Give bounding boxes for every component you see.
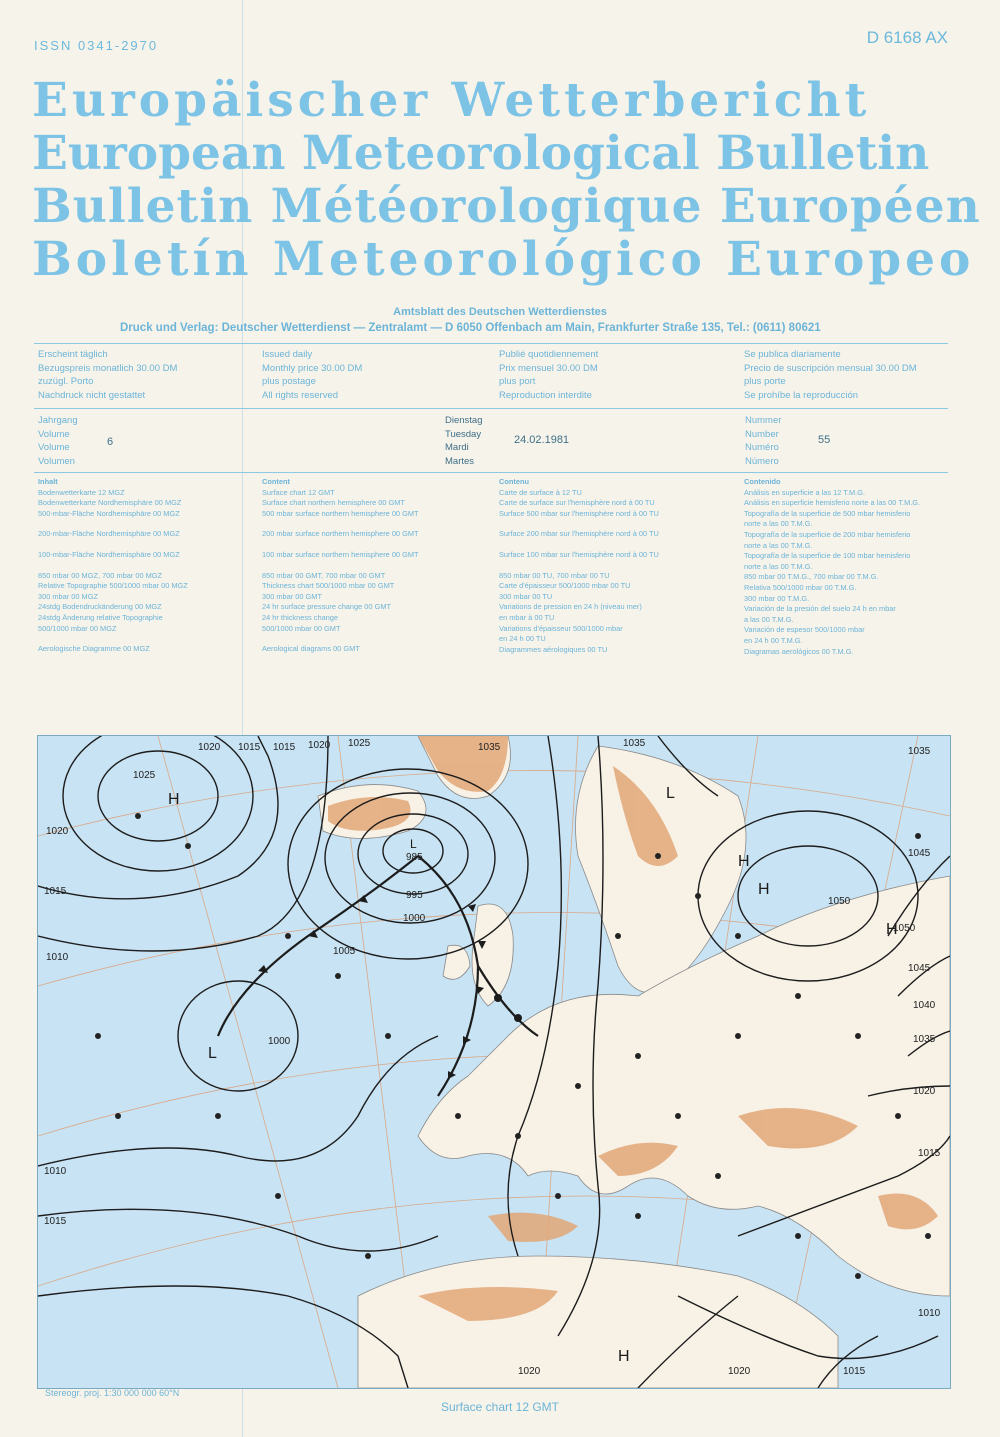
isobar-label: 1020 — [913, 1086, 936, 1097]
isobar-label: 1020 — [728, 1366, 751, 1377]
contents-item: Topografía de la superficie de 200 mbar hemisferio — [744, 529, 911, 539]
contents-item: 850 mbar 00 T.M.G., 700 mbar 00 T.M.G. — [744, 572, 879, 582]
info-line: Nachdruck nicht gestattet — [38, 389, 146, 401]
contents-item: a las 00 T.M.G. — [744, 614, 794, 624]
contents-item: Surface 200 mbar sur l'hemisphère nord à 00 TU — [499, 529, 659, 539]
contents-de — [38, 477, 262, 657]
contents-item: norte a las 00 T.M.G. — [744, 540, 813, 550]
publisher-line: Druck und Verlag: Deutscher Wetterdienst — Zentralamt — D 6050 Offenbach am Main, Frankfurter Straße 135, Tel.: (0611) 80621 — [120, 322, 821, 334]
official-gazette-line: Amtsblatt des Deutschen Wetterdienstes — [393, 306, 607, 318]
info-line: Se publica diariamente — [744, 349, 841, 360]
isobar-label: 995 — [406, 890, 423, 901]
title-german: Europäischer Wetterbericht — [32, 73, 871, 128]
isobar-label: 1050 — [893, 923, 916, 934]
contents-item: 500-mbar-Fläche Nordhemisphäre 00 MGZ — [38, 508, 180, 518]
label: Numéro — [745, 442, 779, 453]
contents-item: Variations de pression en 24 h (niveau mer) — [499, 602, 642, 612]
info-line: plus port — [499, 376, 536, 387]
contents-item: 200 mbar surface northern hemisphere 00 GMT — [262, 529, 419, 539]
document-number: D 6168 AX — [866, 28, 948, 47]
isobar-label: 1050 — [828, 896, 851, 907]
info-line: Precio de suscripción mensual 30.00 DM — [744, 362, 917, 374]
volume-labels — [38, 414, 78, 468]
contents-item: 300 mbar 00 MGZ — [38, 591, 98, 601]
contents-item: 850 mbar 00 MGZ, 700 mbar 00 MGZ — [38, 570, 163, 580]
contents-item: 500/1000 mbar 00 GMT — [262, 623, 341, 633]
map-svg — [38, 736, 950, 1388]
isobar-label: 1010 — [918, 1308, 941, 1319]
subscription-es — [744, 348, 948, 402]
isobar-label: 1040 — [913, 1000, 936, 1011]
contents-item: 200-mbar-Fläche Nordhemisphäre 00 MGZ — [38, 529, 180, 539]
weekday-labels — [445, 414, 483, 468]
divider — [34, 408, 948, 409]
contents-item: Análisis en superficie hemisferio norte a las 00 T.M.G. — [744, 498, 921, 508]
contents-item: Relative Topographie 500/1000 mbar 00 MGZ — [38, 581, 188, 591]
label: Nummer — [745, 415, 782, 426]
contents-item: en mbar à 00 TU — [499, 612, 555, 622]
isobar-label: 1045 — [908, 848, 931, 859]
isobar-label: 1005 — [333, 946, 356, 957]
contents-en — [262, 477, 499, 657]
map-projection: Stereogr. proj. 1:30 000 000 60°N — [45, 1388, 180, 1398]
isobar-label: 1035 — [908, 746, 931, 757]
contents-item: Surface 500 mbar sur l'hemisphère nord à 00 TU — [499, 508, 659, 518]
label: Volume — [38, 442, 70, 453]
contents-item: Thickness chart 500/1000 mbar 00 GMT — [262, 581, 395, 591]
isobar-label: 1015 — [843, 1366, 866, 1377]
subscription-fr — [499, 348, 744, 402]
map-caption: Surface chart 12 GMT — [440, 1400, 560, 1414]
isobar-label: 1015 — [44, 1216, 67, 1227]
high-pressure-centre: H — [738, 853, 750, 870]
contents-item: norte a las 00 T.M.G. — [744, 519, 813, 529]
info-line: plus postage — [262, 376, 316, 387]
contents-item: 24 hr thickness change — [262, 612, 339, 622]
label: Dienstag — [445, 415, 483, 426]
contents-item: 500/1000 mbar 00 MGZ — [38, 623, 117, 633]
info-line: plus porte — [744, 376, 786, 387]
subscription-en — [262, 348, 499, 402]
isobar-label: 1020 — [198, 742, 221, 753]
isobar-label: 1025 — [348, 738, 371, 749]
label: Martes — [445, 455, 475, 467]
contents-item: Aerological diagrams 00 GMT — [262, 644, 360, 654]
contents-item: 850 mbar 00 TU, 700 mbar 00 TU — [499, 570, 610, 580]
label: Volumen — [38, 455, 75, 467]
contents-item: Variations d'épaisseur 500/1000 mbar — [499, 623, 623, 633]
contents-item: 24stdg Änderung relative Topographie — [38, 612, 163, 622]
isobar-label: 1000 — [403, 913, 426, 924]
label: Mardi — [445, 442, 469, 453]
high-pressure-centre: H — [618, 1348, 630, 1365]
isobar-label: 1025 — [133, 770, 156, 781]
contents-item: 850 mbar 00 GMT, 700 mbar 00 GMT — [262, 570, 386, 580]
contents-item: en 24 h 00 TU — [499, 634, 546, 644]
info-line: All rights reserved — [262, 389, 339, 401]
high-pressure-centre: H — [758, 881, 770, 898]
isobar-label: 1020 — [46, 826, 69, 837]
low-pressure-centre: L — [410, 837, 417, 851]
high-pressure-centre: H — [168, 791, 180, 808]
low-pressure-centre: L — [666, 785, 675, 802]
contents-item: Variación de espesor 500/1000 mbar — [744, 625, 865, 635]
contents-heading: Contenido — [744, 477, 781, 486]
divider — [34, 472, 948, 473]
contents-heading: Inhalt — [38, 477, 58, 486]
contents-item: Surface 100 mbar sur l'hemisphère nord à 00 TU — [499, 549, 659, 559]
isobar-label: 1010 — [44, 1166, 67, 1177]
subscription-de — [38, 348, 262, 402]
north-africa — [358, 1256, 838, 1388]
info-line: Se prohíbe la reproducción — [744, 389, 859, 401]
isobar-label: 1000 — [268, 1036, 291, 1047]
isobar-label: 1035 — [478, 742, 501, 753]
label: Volume — [38, 428, 70, 440]
contents-item: Surface chart 12 GMT — [262, 487, 335, 497]
label: Jahrgang — [38, 415, 78, 426]
volume-value: 6 — [107, 436, 114, 448]
contents-item: 300 mbar 00 GMT — [262, 591, 322, 601]
info-line: Reproduction interdite — [499, 389, 592, 401]
contents-item: 300 mbar 00 TU — [499, 591, 553, 601]
contents-item: Análisis en superficie a las 12 T.M.G. — [744, 487, 866, 497]
info-line: Erscheint täglich — [38, 349, 108, 360]
isobar-label: 1020 — [308, 740, 331, 751]
title-spanish: Boletín Meteorológico Europeo — [32, 232, 975, 287]
info-line: Monthly price 30.00 DM — [262, 362, 363, 374]
info-line: Publié quotidiennement — [499, 349, 599, 360]
number-labels — [745, 414, 781, 468]
issn: ISSN 0341-2970 — [34, 38, 159, 53]
issue-number: 55 — [818, 434, 831, 446]
contents-list — [38, 477, 948, 657]
info-line: Prix mensuel 30.00 DM — [499, 362, 598, 374]
contents-item: Diagramas aerológicos 00 T.M.G. — [744, 646, 854, 656]
info-line: Bezugspreis monatlich 30.00 DM — [38, 362, 178, 374]
issue-date: 24.02.1981 — [514, 434, 570, 446]
isobar-label: 1015 — [44, 886, 67, 897]
contents-heading: Content — [262, 477, 290, 486]
contents-item: Aerologische Diagramme 00 MGZ — [38, 644, 150, 654]
subscription-info — [38, 348, 948, 402]
contents-item: Diagrammes aérologiques 00 TU — [499, 644, 608, 654]
isobar-label: 1015 — [273, 742, 296, 753]
contents-fr — [499, 477, 744, 657]
contents-item: 24stdg Bodendruckänderung 00 MGZ — [38, 602, 162, 612]
low-pressure-centre: L — [208, 1045, 217, 1062]
contents-item: Bodenwetterkarte 12 MGZ — [38, 487, 125, 497]
contents-item: Topografía de la superficie de 100 mbar hemisferio — [744, 551, 911, 561]
contents-item: Carte de surface sur l'hemisphère nord à 00 TU — [499, 498, 655, 508]
isobar-label: 1045 — [908, 963, 931, 974]
divider — [34, 343, 948, 344]
label: Número — [745, 455, 779, 467]
contents-item: Surface chart northern hemisphere 00 GMT — [262, 498, 405, 508]
isobar-label: 1035 — [623, 738, 646, 749]
title-french: Bulletin Météorologique Européen — [32, 179, 981, 234]
isobar-label: 1015 — [238, 742, 261, 753]
contents-item: Topografía de la superficie de 500 mbar hemisferio — [744, 508, 911, 518]
contents-item: Bodenwetterkarte Nordhemisphäre 00 MGZ — [38, 498, 182, 508]
title-english: European Meteorological Bulletin — [32, 126, 930, 181]
info-line: zuzügl. Porto — [38, 376, 94, 387]
contents-item: norte a las 00 T.M.G. — [744, 561, 813, 571]
isobar-label: 1010 — [46, 952, 69, 963]
high-pressure-centre: H — [886, 921, 898, 938]
contents-item: 100 mbar surface northern hemisphere 00 GMT — [262, 549, 419, 559]
contents-es — [744, 477, 948, 657]
isobar-label: 1015 — [918, 1148, 941, 1159]
contents-item: 500 mbar surface northern hemisphere 00 GMT — [262, 508, 419, 518]
surface-weather-map — [37, 735, 951, 1389]
label: Tuesday — [445, 428, 482, 440]
contents-item: Carte de surface à 12 TU — [499, 487, 582, 497]
isobar-label: 1020 — [518, 1366, 541, 1377]
isobar-label: 985 — [406, 852, 423, 863]
contents-heading: Contenu — [499, 477, 529, 486]
contents-item: Relativa 500/1000 mbar 00 T.M.G. — [744, 582, 857, 592]
contents-item: 300 mbar 00 T.M.G. — [744, 593, 810, 603]
contents-item: 100-mbar-Fläche Nordhemisphäre 00 MGZ — [38, 549, 180, 559]
contents-item: 24 hr surface pressure change 00 GMT — [262, 602, 391, 612]
contents-item: en 24 h 00 T.M.G. — [744, 635, 803, 645]
contents-item: Variación de la presión del suelo 24 h en mbar — [744, 604, 896, 614]
label: Number — [745, 428, 779, 440]
contents-item: Carte d'épaisseur 500/1000 mbar 00 TU — [499, 581, 631, 591]
info-line: Issued daily — [262, 349, 313, 360]
isobar-label: 1035 — [913, 1034, 936, 1045]
